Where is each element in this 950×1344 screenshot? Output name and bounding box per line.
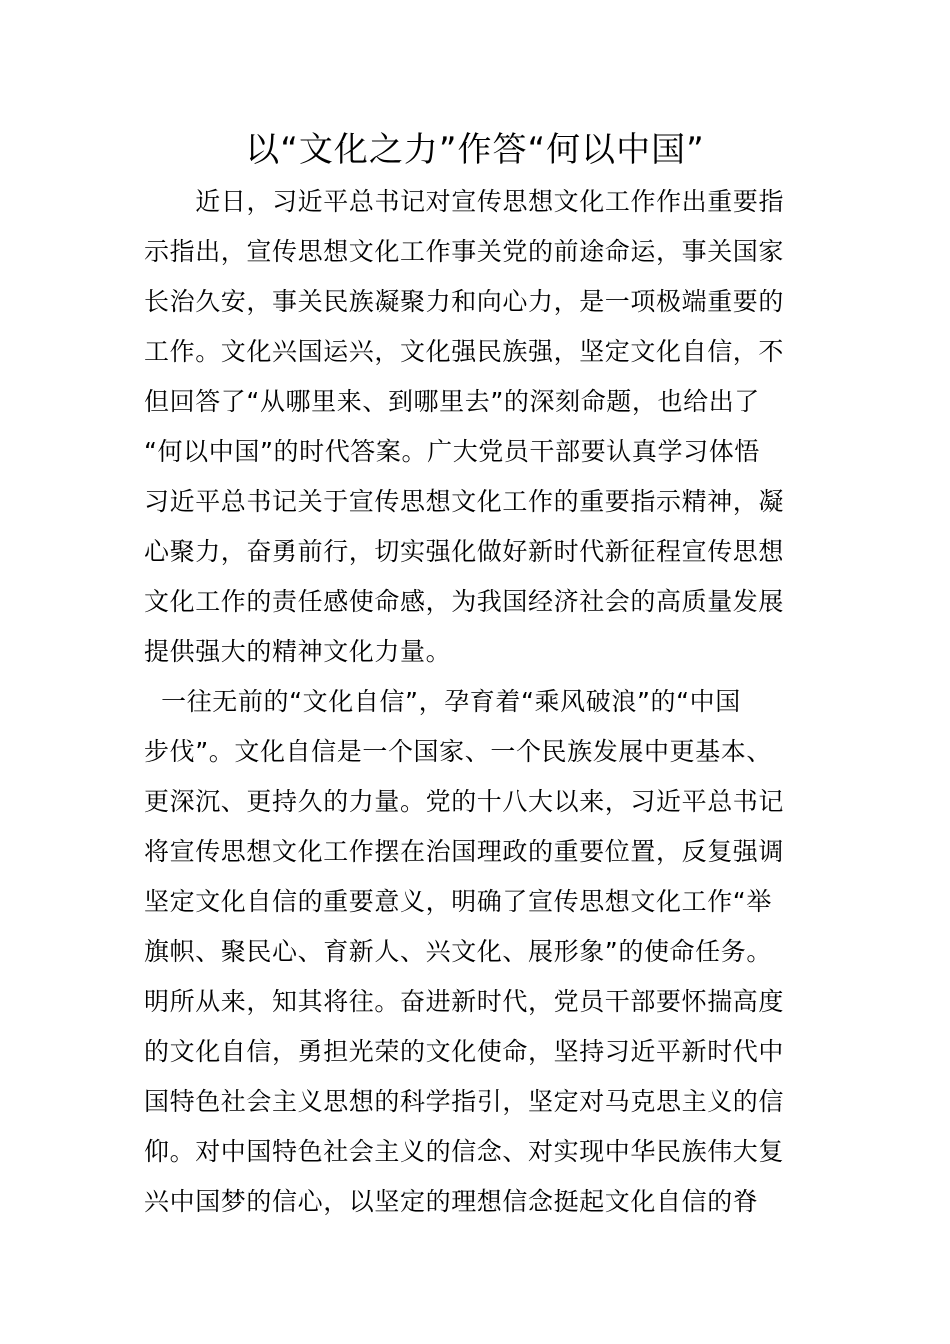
document-title: 以“文化之力”作答“何以中国” [245,130,705,170]
text-line: 的文化自信，勇担光荣的文化使命，坚持习近平新时代中 [144,1037,785,1066]
text-line: 坚定文化自信的重要意义，明确了宣传思想文化工作“举 [144,887,772,916]
text-line: 仰。对中国特色社会主义的信念、对实现中华民族伟大复 [144,1137,785,1166]
text-line: 心聚力，奋勇前行，切实强化做好新时代新征程宣传思想 [144,537,785,566]
text-line: 近日，习近平总书记对宣传思想文化工作作出重要指 [144,187,785,216]
text-line: 文化工作的责任感使命感，为我国经济社会的高质量发展 [144,587,785,616]
text-line: 明所从来，知其将往。奋进新时代，党员干部要怀揣高度 [144,987,785,1016]
text-line: 提供强大的精神文化力量。 [144,637,452,666]
text-line: 国特色社会主义思想的科学指引，坚定对马克思主义的信 [144,1087,785,1116]
text-line: 更深沉、更持久的力量。党的十八大以来，习近平总书记 [144,787,785,816]
text-line: 习近平总书记关于宣传思想文化工作的重要指示精神，凝 [144,487,785,516]
text-line: 旗帜、聚民心、育新人、兴文化、展形象”的使命任务。 [144,937,772,966]
text-line: 但回答了“从哪里来、到哪里去”的深刻命题，也给出了 [144,387,760,416]
document-body [144,177,808,1227]
text-line: 长治久安，事关民族凝聚力和向心力，是一项极端重要的 [144,287,785,316]
text-line: 步伐”。文化自信是一个国家、一个民族发展中更基本、 [144,737,772,766]
text-line: 工作。文化兴国运兴，文化强民族强，坚定文化自信，不 [144,337,785,366]
text-line: 一往无前的“文化自信”，孕育着“乘风破浪”的“中国 [144,687,741,716]
text-line: 示指出，宣传思想文化工作事关党的前途命运，事关国家 [144,237,785,266]
text-line: 将宣传思想文化工作摆在治国理政的重要位置，反复强调 [144,837,785,866]
text-line: “何以中国”的时代答案。广大党员干部要认真学习体悟 [144,437,760,466]
text-line: 兴中国梦的信心，以坚定的理想信念挺起文化自信的脊 [144,1187,759,1216]
